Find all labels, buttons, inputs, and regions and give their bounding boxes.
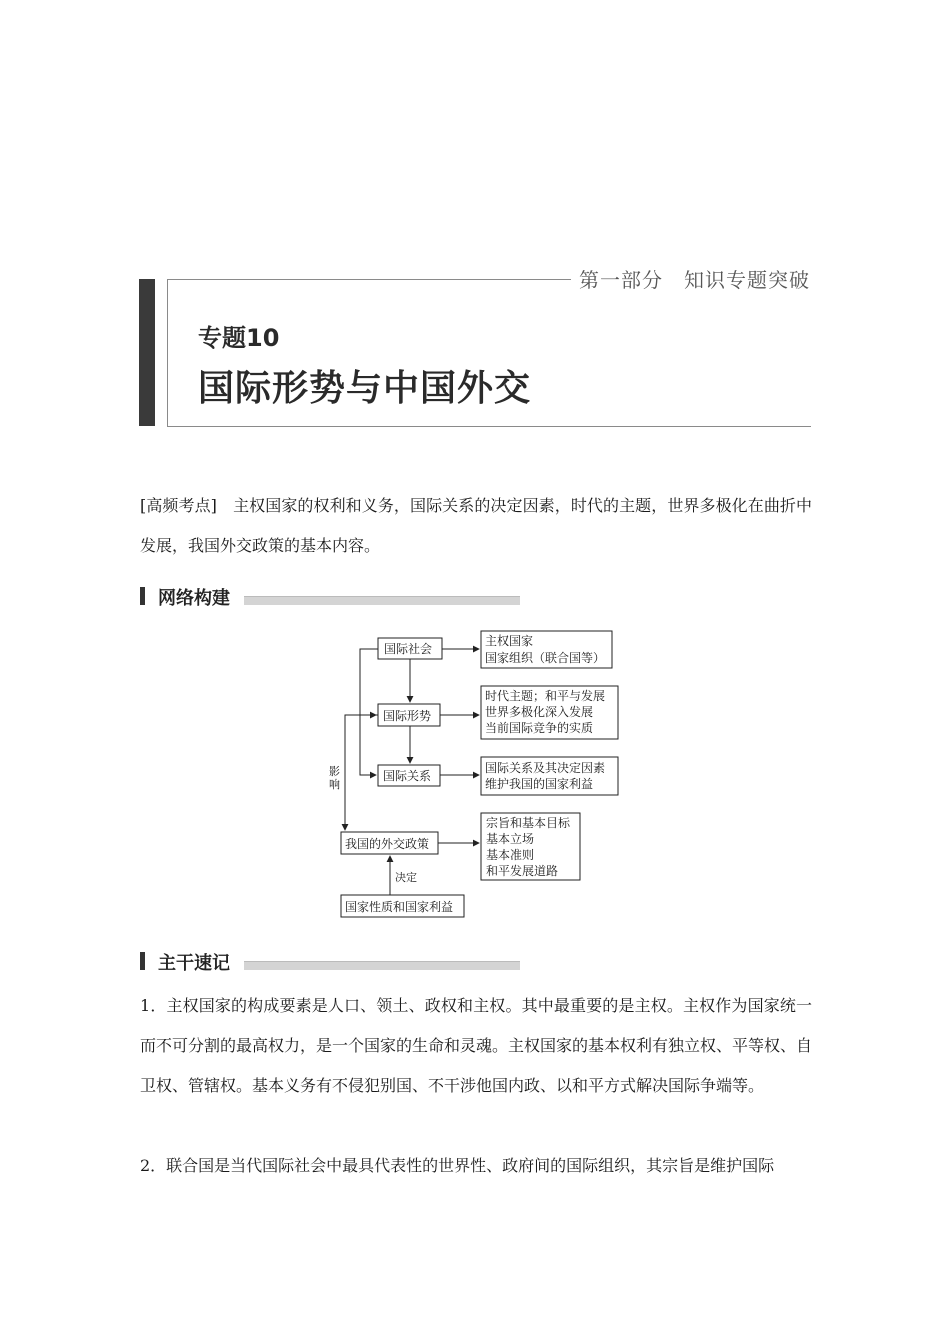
section-marker	[140, 952, 145, 970]
topic-title: 国际形势与中国外交	[198, 368, 532, 409]
detail-relations-1: 国际关系及其决定因素	[485, 761, 606, 775]
detail-situation-2: 世界多极化深入发展	[485, 705, 594, 719]
topic-number: 专题10	[198, 324, 280, 352]
detail-relations-2: 维护我国的国家利益	[485, 777, 594, 791]
knowledge-network-diagram	[320, 625, 650, 925]
part-label: 第一部分 知识专题突破	[579, 268, 810, 292]
detail-situation-3: 当前国际竞争的实质	[485, 721, 594, 735]
detail-society-2: 国家组织（联合国等）	[485, 651, 606, 665]
section-rule	[244, 961, 520, 970]
label-decide: 决定	[395, 871, 417, 884]
detail-policy-2: 基本立场	[486, 832, 535, 846]
header-frame-left	[167, 279, 168, 426]
detail-policy-4: 和平发展道路	[486, 864, 559, 878]
detail-society-1: 主权国家	[485, 634, 534, 648]
node-intl-relations: 国际关系	[383, 769, 432, 783]
node-national-interest: 国家性质和国家利益	[345, 900, 454, 914]
section-rule	[244, 596, 520, 605]
header-frame-top	[167, 279, 571, 280]
node-foreign-policy: 我国的外交政策	[345, 837, 430, 851]
section-title-summary: 主干速记	[158, 953, 230, 974]
section-title-network: 网络构建	[158, 588, 230, 609]
summary-point-1: 1．主权国家的构成要素是人口、领土、政权和主权。其中最重要的是主权。主权作为国家统一而不可分割的最高权力，是一个国家的生命和灵魂。主权国家的基本权利有独立权、平等权、自卫权、管辖权。基本义务有不侵犯别国、不干涉他国内政、以和平方式解决国际争端等。	[140, 996, 813, 1095]
header-frame-bottom	[167, 426, 811, 427]
node-intl-situation: 国际形势	[383, 709, 432, 723]
detail-policy-3: 基本准则	[486, 848, 535, 862]
section-marker	[140, 587, 145, 605]
intro-paragraph: [高频考点] 主权国家的权利和义务，国际关系的决定因素，时代的主题，世界多极化在曲折中发展，我国外交政策的基本内容。	[140, 496, 812, 555]
detail-situation-1: 时代主题；和平与发展	[485, 689, 606, 703]
node-intl-society: 国际社会	[384, 642, 433, 656]
label-influence-1: 影	[329, 765, 340, 778]
label-influence-2: 响	[329, 778, 340, 791]
summary-point-2: 2．联合国是当代国际社会中最具代表性的世界性、政府间的国际组织，其宗旨是维护国际	[140, 1156, 775, 1175]
header-accent-bar	[139, 279, 155, 426]
detail-policy-1: 宗旨和基本目标	[486, 816, 571, 830]
